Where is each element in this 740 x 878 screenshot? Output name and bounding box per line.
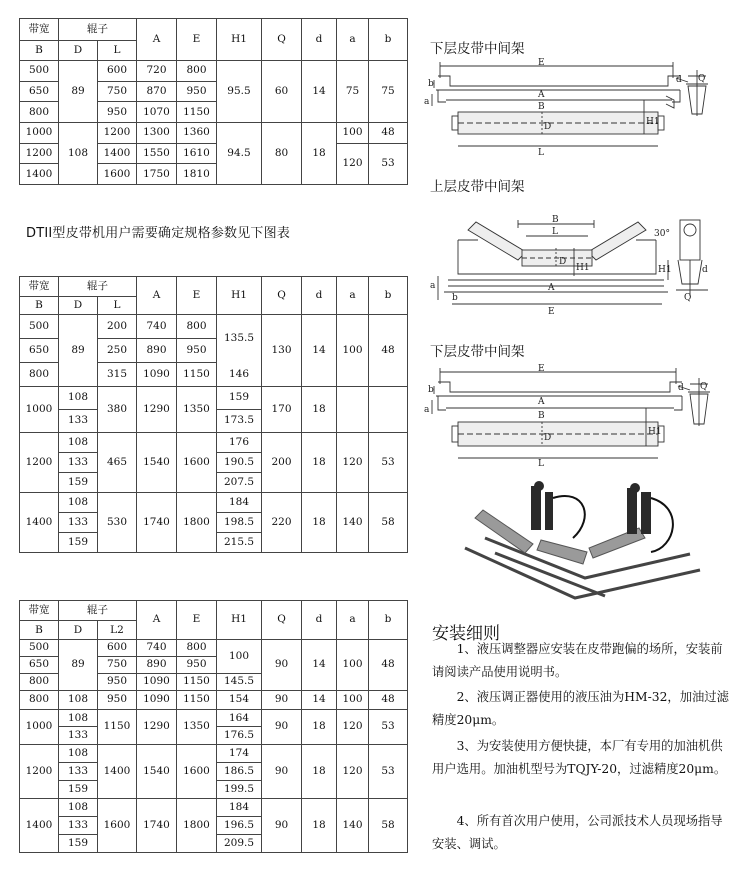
cell: 159 <box>59 533 98 553</box>
cell: 135.5 <box>217 315 262 363</box>
header-E: E <box>177 19 217 61</box>
cell: 14 <box>302 315 337 387</box>
cell: 200 <box>262 433 302 493</box>
header-B: B <box>20 621 59 640</box>
cell: 1200 <box>20 745 59 799</box>
cell: 1150 <box>177 102 217 123</box>
cell: 173.5 <box>217 410 262 433</box>
header-Q: Q <box>262 19 302 61</box>
cell: 100 <box>337 640 369 691</box>
header-D: D <box>59 621 98 640</box>
cell: 220 <box>262 493 302 553</box>
cell: 500 <box>20 315 59 339</box>
cell: 1800 <box>177 493 217 553</box>
cell: 108 <box>59 122 98 184</box>
cell: 650 <box>20 81 59 102</box>
cell: 184 <box>217 799 262 817</box>
dim-label: H1 <box>658 265 672 275</box>
dim-label: D <box>544 433 552 443</box>
header-A: A <box>137 19 177 61</box>
header-H1: H1 <box>217 601 262 640</box>
cell: 100 <box>217 640 262 674</box>
diagram-title-lower-2: 下层皮带中间架 <box>430 344 525 360</box>
cell: 48 <box>369 690 408 709</box>
cell: 90 <box>262 690 302 709</box>
cell: 950 <box>98 102 137 123</box>
cell: 1200 <box>20 433 59 493</box>
cell: 1150 <box>177 673 217 690</box>
cell: 176.5 <box>217 727 262 745</box>
cell: 18 <box>302 709 337 745</box>
cell: 870 <box>137 81 177 102</box>
header-B: B <box>20 41 59 61</box>
install-rule-2: 2、液压调正器使用的液压油为HM-32，加油过滤精度20μm。 <box>432 690 729 727</box>
cell: 1290 <box>137 709 177 745</box>
cell: 950 <box>98 690 137 709</box>
cell: 800 <box>177 640 217 657</box>
cell: 94.5 <box>217 122 262 184</box>
cell: 600 <box>98 61 137 82</box>
cell: 800 <box>177 315 217 339</box>
cell: 58 <box>369 493 408 553</box>
dim-label: D <box>559 257 567 267</box>
cell: 196.5 <box>217 817 262 835</box>
cell: 1090 <box>137 690 177 709</box>
cell: 720 <box>137 61 177 82</box>
cell: 89 <box>59 315 98 387</box>
cell: 1400 <box>20 799 59 853</box>
header-b: b <box>369 19 408 61</box>
cell: 159 <box>217 387 262 410</box>
dim-label: d <box>676 75 682 85</box>
cell: 174 <box>217 745 262 763</box>
cell: 89 <box>59 61 98 123</box>
header-H1: H1 <box>217 19 262 61</box>
hydraulic-aligning-idler-photo <box>455 478 705 608</box>
header-d: d <box>302 601 337 640</box>
cell: 1540 <box>137 745 177 799</box>
cell: 14 <box>302 690 337 709</box>
cell: 1600 <box>177 433 217 493</box>
cell: 100 <box>337 315 369 387</box>
cell: 164 <box>217 709 262 727</box>
header-a: a <box>337 601 369 640</box>
cell: 1740 <box>137 799 177 853</box>
lower-idler-frame-drawing-2 <box>418 360 723 468</box>
cell: 250 <box>98 339 137 363</box>
header-H1: H1 <box>217 277 262 315</box>
dim-label: A <box>538 90 545 100</box>
header-E: E <box>177 277 217 315</box>
cell: 1540 <box>137 433 177 493</box>
upper-troughed-idler-drawing <box>418 200 723 322</box>
install-title: 安装细则 <box>432 624 500 644</box>
dim-label: B <box>552 215 559 225</box>
cell: 14 <box>302 61 337 123</box>
cell: 1400 <box>98 745 137 799</box>
cell: 48 <box>369 315 408 387</box>
header-L: L <box>98 297 137 315</box>
cell: 18 <box>302 122 337 184</box>
cell: 800 <box>177 61 217 82</box>
header-d: d <box>302 19 337 61</box>
cell: 130 <box>262 315 302 387</box>
cell: 1200 <box>98 122 137 143</box>
install-rule-1: 1、液压调整器应安装在皮带跑偏的场所，安装前请阅读产品使用说明书。 <box>432 642 723 679</box>
cell: 176 <box>217 433 262 453</box>
spec-table-3 <box>19 600 408 853</box>
cell: 100 <box>337 690 369 709</box>
cell: 170 <box>262 387 302 433</box>
cell: 1400 <box>20 164 59 185</box>
cell: 120 <box>337 709 369 745</box>
dim-label: 30° <box>654 229 670 239</box>
dim-label: d <box>678 383 684 393</box>
header-roller: 辊子 <box>59 19 137 41</box>
header-a: a <box>337 277 369 315</box>
dim-label: Q <box>700 382 708 392</box>
cell: 120 <box>337 745 369 799</box>
cell: 750 <box>98 81 137 102</box>
header-belt-width: 带宽 <box>20 277 59 297</box>
dim-label: d <box>702 265 708 275</box>
lower-idler-frame-drawing-1 <box>418 56 723 158</box>
cell: 140 <box>337 493 369 553</box>
cell: 209.5 <box>217 835 262 853</box>
cell: 159 <box>59 473 98 493</box>
cell: 800 <box>20 690 59 709</box>
cell: 90 <box>262 709 302 745</box>
header-Q: Q <box>262 601 302 640</box>
cell: 500 <box>20 61 59 82</box>
cell: 133 <box>59 513 98 533</box>
cell: 159 <box>59 781 98 799</box>
dim-label: a <box>424 405 430 415</box>
cell: 200 <box>98 315 137 339</box>
section-heading: DTII型皮带机用户需要确定规格参数见下图表 <box>26 226 291 241</box>
cell: 53 <box>369 745 408 799</box>
dim-label: D <box>544 122 552 132</box>
header-E: E <box>177 601 217 640</box>
cell: 18 <box>302 433 337 493</box>
cell: 48 <box>369 122 408 143</box>
header-B: B <box>20 297 59 315</box>
header-belt-width: 带宽 <box>20 19 59 41</box>
cell: 1610 <box>177 143 217 164</box>
cell: 1150 <box>177 690 217 709</box>
cell: 1350 <box>177 709 217 745</box>
cell: 48 <box>369 640 408 691</box>
header-D: D <box>59 297 98 315</box>
cell: 108 <box>59 493 98 513</box>
cell: 1090 <box>137 363 177 387</box>
cell: 133 <box>59 763 98 781</box>
cell <box>337 387 369 433</box>
cell: 650 <box>20 656 59 673</box>
spec-table-2 <box>19 276 408 553</box>
cell: 146 <box>217 363 262 387</box>
cell: 18 <box>302 387 337 433</box>
cell: 1600 <box>98 799 137 853</box>
cell: 18 <box>302 745 337 799</box>
dim-label: a <box>424 97 430 107</box>
cell: 198.5 <box>217 513 262 533</box>
header-d: d <box>302 277 337 315</box>
header-A: A <box>137 601 177 640</box>
cell: 53 <box>369 143 408 184</box>
header-belt-width: 带宽 <box>20 601 59 621</box>
dim-label: b <box>428 385 434 395</box>
cell: 133 <box>59 410 98 433</box>
header-D: D <box>59 41 98 61</box>
cell: 120 <box>337 433 369 493</box>
cell: 60 <box>262 61 302 123</box>
cell: 154 <box>217 690 262 709</box>
header-roller: 辊子 <box>59 277 137 297</box>
cell: 159 <box>59 835 98 853</box>
cell: 1550 <box>137 143 177 164</box>
cell: 1400 <box>98 143 137 164</box>
header-L2: L2 <box>98 621 137 640</box>
cell: 650 <box>20 339 59 363</box>
cell: 207.5 <box>217 473 262 493</box>
cell <box>369 387 408 433</box>
cell: 186.5 <box>217 763 262 781</box>
cell: 465 <box>98 433 137 493</box>
cell: 1800 <box>177 799 217 853</box>
cell: 14 <box>302 640 337 691</box>
cell: 1200 <box>20 143 59 164</box>
spec-table-1 <box>19 18 408 185</box>
cell: 90 <box>262 799 302 853</box>
cell: 90 <box>262 640 302 691</box>
dim-label: L <box>538 148 544 158</box>
cell: 1360 <box>177 122 217 143</box>
cell: 1400 <box>20 493 59 553</box>
cell: 140 <box>337 799 369 853</box>
cell: 950 <box>177 339 217 363</box>
cell: 18 <box>302 493 337 553</box>
cell: 145.5 <box>217 673 262 690</box>
cell: 950 <box>98 673 137 690</box>
cell: 184 <box>217 493 262 513</box>
cell: 800 <box>20 102 59 123</box>
cell: 53 <box>369 433 408 493</box>
cell: 108 <box>59 387 98 410</box>
cell: 1300 <box>137 122 177 143</box>
dim-label: A <box>538 397 545 407</box>
dim-label: b <box>452 293 458 303</box>
cell: 108 <box>59 709 98 727</box>
cell: 1070 <box>137 102 177 123</box>
cell: 199.5 <box>217 781 262 799</box>
dim-label: Q <box>698 74 706 84</box>
cell: 740 <box>137 315 177 339</box>
cell: 108 <box>59 745 98 763</box>
cell: 950 <box>177 656 217 673</box>
cell: 190.5 <box>217 453 262 473</box>
header-A: A <box>137 277 177 315</box>
dim-label: H1 <box>646 117 660 127</box>
cell: 53 <box>369 709 408 745</box>
dim-label: A <box>548 283 555 293</box>
header-roller: 辊子 <box>59 601 137 621</box>
cell: 750 <box>98 656 137 673</box>
install-rule-4: 4、所有首次用户使用，公司派技术人员现场指导安装、调试。 <box>432 814 723 851</box>
cell: 1350 <box>177 387 217 433</box>
dim-label: E <box>538 58 545 68</box>
cell: 18 <box>302 799 337 853</box>
cell: 58 <box>369 799 408 853</box>
cell: 133 <box>59 817 98 835</box>
cell: 1290 <box>137 387 177 433</box>
cell: 800 <box>20 363 59 387</box>
cell: 1740 <box>137 493 177 553</box>
cell: 133 <box>59 453 98 473</box>
dim-label: H1 <box>576 263 590 273</box>
cell: 1600 <box>177 745 217 799</box>
cell: 108 <box>59 433 98 453</box>
cell: 950 <box>177 81 217 102</box>
cell: 1810 <box>177 164 217 185</box>
cell: 1000 <box>20 122 59 143</box>
cell: 1600 <box>98 164 137 185</box>
cell: 380 <box>98 387 137 433</box>
header-b: b <box>369 277 408 315</box>
diagram-title-lower-1: 下层皮带中间架 <box>430 41 525 57</box>
cell: 890 <box>137 656 177 673</box>
cell: 100 <box>337 122 369 143</box>
cell: 215.5 <box>217 533 262 553</box>
cell: 75 <box>369 61 408 123</box>
dim-label: H1 <box>648 427 662 437</box>
cell: 500 <box>20 640 59 657</box>
cell: 1000 <box>20 709 59 745</box>
cell: 740 <box>137 640 177 657</box>
cell: 890 <box>137 339 177 363</box>
cell: 1090 <box>137 673 177 690</box>
cell: 89 <box>59 640 98 691</box>
header-Q: Q <box>262 277 302 315</box>
cell: 1150 <box>177 363 217 387</box>
cell: 120 <box>337 143 369 184</box>
cell: 315 <box>98 363 137 387</box>
cell: 90 <box>262 745 302 799</box>
cell: 80 <box>262 122 302 184</box>
diagram-title-upper: 上层皮带中间架 <box>430 179 525 195</box>
cell: 800 <box>20 673 59 690</box>
cell: 1000 <box>20 387 59 433</box>
dim-label: B <box>538 102 545 112</box>
dim-label: b <box>428 79 434 89</box>
dim-label: E <box>538 364 545 374</box>
dim-label: B <box>538 411 545 421</box>
cell: 1150 <box>98 709 137 745</box>
header-b: b <box>369 601 408 640</box>
cell: 75 <box>337 61 369 123</box>
cell: 600 <box>98 640 137 657</box>
dim-label: L <box>538 459 544 468</box>
dim-label: a <box>430 281 436 291</box>
cell: 133 <box>59 727 98 745</box>
cell: 1750 <box>137 164 177 185</box>
install-rule-3: 3、为安装使用方便快捷，本厂有专用的加油机供用户选用。加油机型号为TQJY-20，过滤精度20μm。 <box>432 739 727 776</box>
cell: 95.5 <box>217 61 262 123</box>
header-L: L <box>98 41 137 61</box>
dim-label: L <box>552 227 558 237</box>
dim-label: Q <box>684 293 692 303</box>
cell: 108 <box>59 690 98 709</box>
dim-label: E <box>548 307 555 317</box>
cell: 108 <box>59 799 98 817</box>
header-a: a <box>337 19 369 61</box>
cell: 530 <box>98 493 137 553</box>
